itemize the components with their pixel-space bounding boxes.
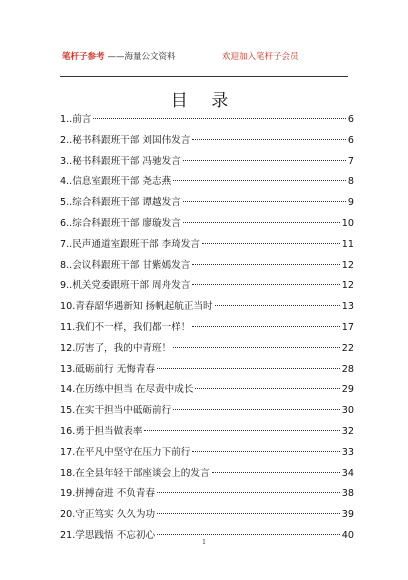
toc-entry-page: 17 bbox=[341, 321, 354, 333]
toc-entry-title: 青春韶华遇新知 扬帆起航正当时 bbox=[75, 301, 213, 313]
toc-entry-page: 39 bbox=[341, 509, 354, 521]
toc-entry-number: 16. bbox=[60, 425, 76, 437]
toc-dot-leader bbox=[192, 451, 339, 452]
toc-entry-number: 10. bbox=[60, 301, 76, 313]
toc-entry[interactable] bbox=[60, 339, 354, 360]
toc-entry-title: 我们不一样，我们都一样！ bbox=[75, 321, 191, 333]
toc-dot-leader bbox=[215, 305, 340, 306]
toc-entry-title: 会议科跟班干部 甘紫嫣发言 bbox=[72, 259, 191, 271]
toc-entry-number: 19. bbox=[60, 488, 76, 500]
toc-dot-leader bbox=[144, 430, 339, 431]
toc-dot-leader bbox=[157, 534, 340, 535]
toc-dot-leader bbox=[183, 222, 340, 223]
toc-entry-number: 21. bbox=[60, 529, 76, 541]
toc-entry[interactable] bbox=[60, 193, 354, 214]
toc-entry-page: 34 bbox=[341, 467, 354, 479]
toc-entry[interactable] bbox=[60, 214, 354, 235]
toc-entry-page: 12 bbox=[341, 259, 354, 271]
toc-dot-leader bbox=[195, 388, 339, 389]
header-source: ——海量公文资料 bbox=[107, 52, 176, 62]
toc-entry-number: 2.. bbox=[60, 134, 73, 146]
toc-dot-leader bbox=[93, 118, 346, 119]
toc-dot-leader bbox=[173, 409, 340, 410]
toc-entry-title: 机关党委跟班干部 周舟发言 bbox=[72, 280, 191, 292]
toc-entry-title: 在实干担当中砥砺前行 bbox=[75, 405, 172, 417]
toc-entry[interactable] bbox=[60, 256, 354, 277]
toc-entry-page: 8 bbox=[347, 176, 354, 188]
toc-entry-page: 7 bbox=[347, 155, 354, 167]
toc-entry-number: 3.. bbox=[60, 155, 73, 167]
toc-entry[interactable] bbox=[60, 464, 354, 485]
toc-entry-page: 28 bbox=[341, 363, 354, 375]
toc-entry[interactable] bbox=[60, 380, 354, 401]
toc-entry-number: 12. bbox=[60, 342, 76, 354]
toc-entry[interactable] bbox=[60, 422, 354, 443]
page-number: 1 bbox=[202, 539, 206, 546]
toc-entry-page: 9 bbox=[347, 197, 354, 209]
toc-entry-page: 6 bbox=[347, 134, 354, 146]
toc-entry-title: 在历练中担当 在尽责中成长 bbox=[75, 384, 194, 396]
toc-entry-page: 40 bbox=[341, 529, 354, 541]
toc-entry-title: 守正笃实 久久为功 bbox=[75, 509, 156, 521]
toc-entry-number: 17. bbox=[60, 446, 76, 458]
toc-dot-leader bbox=[157, 368, 340, 369]
toc-entry[interactable] bbox=[60, 401, 354, 422]
toc-dot-leader bbox=[192, 326, 339, 327]
toc-dot-leader bbox=[183, 160, 346, 161]
toc-entry-page: 32 bbox=[341, 425, 354, 437]
toc-entry-title: 综合科跟班干部 廖璇发言 bbox=[72, 217, 181, 229]
toc-entry-title: 学思践悟 不忘初心 bbox=[75, 529, 156, 541]
toc-entry-page: 13 bbox=[341, 301, 354, 313]
toc-entry-page: 11 bbox=[341, 238, 354, 250]
toc-entry-number: 15. bbox=[60, 405, 76, 417]
toc-dot-leader bbox=[192, 139, 346, 140]
toc-entry-title: 秘书科跟班干部 冯驰发言 bbox=[72, 155, 181, 167]
toc-entry-number: 7.. bbox=[60, 238, 73, 250]
toc-entry-page: 12 bbox=[341, 280, 354, 292]
table-of-contents bbox=[60, 110, 354, 547]
toc-entry[interactable] bbox=[60, 505, 354, 526]
toc-entry[interactable] bbox=[60, 297, 354, 318]
toc-entry-title: 在平凡中坚守在压力下前行 bbox=[75, 446, 191, 458]
header-join-text: 欢迎加入笔杆子会员 bbox=[222, 52, 299, 62]
toc-entry-number: 6.. bbox=[60, 217, 73, 229]
toc-entry-number: 1.. bbox=[60, 114, 73, 125]
toc-entry-title: 综合科跟班干部 谭越发言 bbox=[72, 197, 181, 209]
toc-entry-number: 4.. bbox=[60, 176, 73, 188]
toc-entry[interactable] bbox=[60, 131, 354, 152]
toc-entry-number: 5.. bbox=[60, 197, 73, 209]
toc-entry-title: 厉害了，我的中青班！ bbox=[75, 342, 172, 354]
toc-dot-leader bbox=[157, 492, 340, 493]
toc-entry-title: 秘书科跟班干部 刘国伟发言 bbox=[72, 134, 191, 146]
toc-entry-page: 29 bbox=[341, 384, 354, 396]
toc-entry-title: 勇于担当做表率 bbox=[75, 425, 143, 437]
toc-entry-title: 前言 bbox=[72, 114, 92, 125]
toc-entry-title: 在全县年轻干部座谈会上的发言 bbox=[75, 467, 210, 479]
toc-dot-leader bbox=[157, 513, 340, 514]
toc-entry-title: 信息室跟班干部 尧志燕 bbox=[72, 176, 172, 188]
toc-title: 目 录 bbox=[170, 91, 238, 111]
toc-dot-leader bbox=[202, 243, 340, 244]
toc-entry[interactable] bbox=[60, 110, 354, 131]
toc-entry-number: 13. bbox=[60, 363, 76, 375]
header-brand: 笔杆子参考 bbox=[62, 52, 105, 62]
toc-entry-page: 6 bbox=[347, 114, 354, 125]
toc-entry-page: 30 bbox=[341, 405, 354, 417]
toc-dot-leader bbox=[183, 201, 346, 202]
toc-entry-page: 33 bbox=[341, 446, 354, 458]
page-header bbox=[62, 50, 368, 64]
toc-entry-number: 14. bbox=[60, 384, 76, 396]
toc-entry[interactable] bbox=[60, 172, 354, 193]
toc-entry[interactable] bbox=[60, 318, 354, 339]
toc-entry-number: 8.. bbox=[60, 259, 73, 271]
toc-entry-number: 18. bbox=[60, 467, 76, 479]
toc-entry-title: 拼搏奋进 不负青春 bbox=[75, 488, 156, 500]
toc-entry-title: 砥砺前行 无悔青春 bbox=[75, 363, 156, 375]
toc-dot-leader bbox=[212, 472, 340, 473]
toc-dot-leader bbox=[173, 180, 346, 181]
toc-entry[interactable] bbox=[60, 152, 354, 173]
toc-entry[interactable] bbox=[60, 443, 354, 464]
toc-entry-page: 38 bbox=[341, 488, 354, 500]
toc-entry[interactable] bbox=[60, 235, 354, 256]
toc-dot-leader bbox=[192, 284, 339, 285]
toc-entry[interactable] bbox=[60, 484, 354, 505]
toc-dot-leader bbox=[192, 264, 339, 265]
toc-entry-number: 9.. bbox=[60, 280, 73, 292]
toc-entry[interactable] bbox=[60, 360, 354, 381]
toc-entry-number: 20. bbox=[60, 509, 76, 521]
toc-dot-leader bbox=[173, 347, 340, 348]
toc-entry-number: 11. bbox=[60, 321, 76, 333]
header-divider bbox=[60, 76, 348, 77]
toc-entry-page: 10 bbox=[341, 217, 354, 229]
toc-entry-title: 民声通道室跟班干部 李琦发言 bbox=[72, 238, 200, 250]
toc-entry-page: 22 bbox=[341, 342, 354, 354]
toc-entry[interactable] bbox=[60, 276, 354, 297]
